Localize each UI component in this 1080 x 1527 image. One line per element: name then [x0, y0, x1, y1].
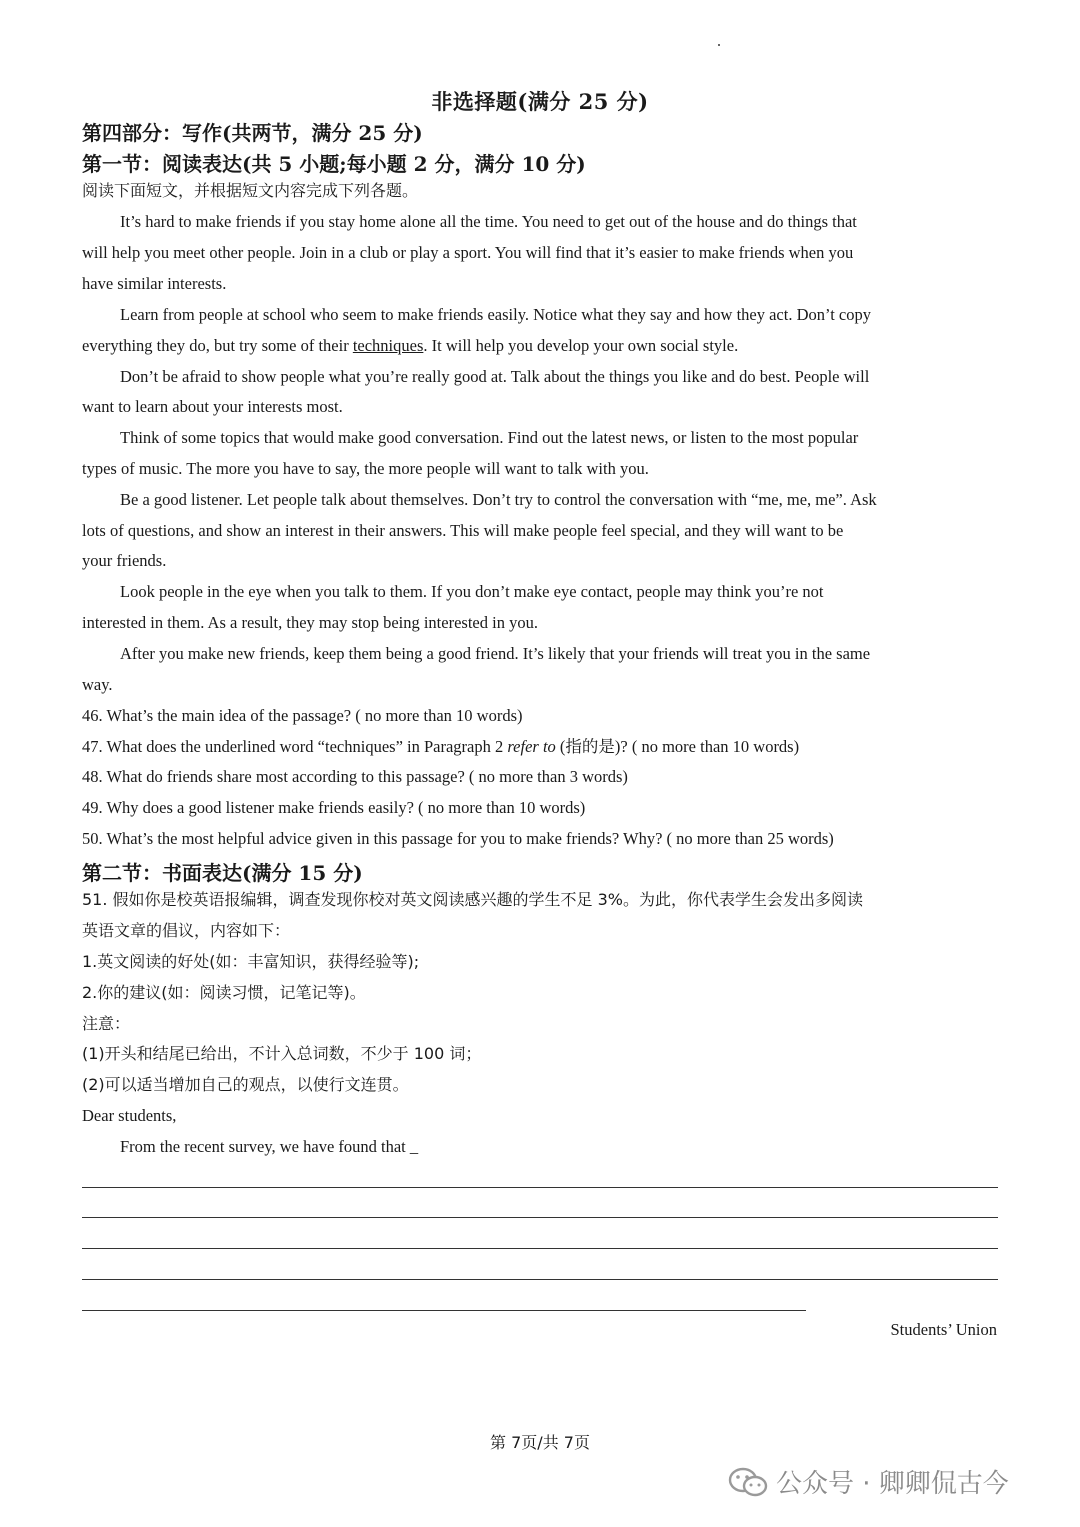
section-1-heading: 第一节：阅读表达(共 5 小题;每小题 2 分，满分 10 分) [82, 152, 586, 176]
section-2-heading: 第二节：书面表达(满分 15 分) [82, 861, 363, 885]
letter-signature: Students’ Union [890, 1320, 997, 1339]
writing-prompt-line: 注意： [82, 1014, 131, 1033]
writing-prompt-line: 1.英文阅读的好处(如：丰富知识，获得经验等); [82, 952, 420, 971]
passage-line: Be a good listener. Let people talk about themselves. Don’t try to control the conversation with “me, me, me”. Ask [120, 490, 877, 509]
passage-text: everything they do, but try some of their [82, 336, 353, 355]
scan-speck [718, 44, 720, 46]
passage-line: will help you meet other people. Join in a club or play a sport. You will find that it’s easier to make friends when you [82, 243, 854, 262]
passage-line: Think of some topics that would make good conversation. Find out the latest news, or listen to the most popular [120, 428, 859, 447]
passage-line: interested in them. As a result, they may stop being interested in you. [82, 613, 538, 632]
answer-line[interactable] [82, 1310, 806, 1311]
passage-line: It’s hard to make friends if you stay home alone all the time. You need to get out of the house and do things that [120, 212, 857, 231]
writing-prompt-line: 2.你的建议(如：阅读习惯，记笔记等)。 [82, 983, 366, 1002]
answer-line[interactable] [82, 1187, 998, 1188]
answer-line[interactable] [82, 1217, 998, 1218]
writing-prompt-line: 英语文章的倡议，内容如下： [82, 921, 291, 940]
passage-line: After you make new friends, keep them being a good friend. It’s likely that your friends will treat you in the same [120, 644, 871, 663]
passage-line: want to learn about your interests most. [82, 397, 343, 416]
passage-line: way. [82, 675, 113, 694]
passage-line: have similar interests. [82, 274, 227, 293]
part-heading: 第四部分：写作(共两节，满分 25 分) [82, 121, 423, 145]
passage-line: your friends. [82, 551, 167, 570]
letter-greeting: Dear students, [82, 1106, 177, 1125]
underlined-word: techniques [352, 336, 424, 355]
question-text: (指的是)? ( no more than 10 words) [555, 737, 800, 756]
italic-phrase: refer to [507, 737, 556, 756]
question-48: 48. What do friends share most according to this passage? ( no more than 3 words) [82, 767, 628, 786]
passage-line [82, 335, 738, 357]
question-text: 47. What does the underlined word “techniques” in Paragraph 2 [82, 737, 508, 756]
section-title: 非选择题(满分 25 分) [431, 89, 649, 114]
question-49: 49. Why does a good listener make friends easily? ( no more than 10 words) [82, 798, 586, 817]
question-46: 46. What’s the main idea of the passage? ( no more than 10 words) [82, 706, 523, 725]
question-47 [82, 736, 799, 758]
page-number: 第 7页/共 7页 [490, 1433, 590, 1452]
answer-line[interactable] [82, 1279, 998, 1280]
watermark-text: 公众号 · 卿卿侃古今 [776, 1469, 1009, 1499]
question-50: 50. What’s the most helpful advice given in this passage for you to make friends? Why? ( no more than 25 words) [82, 829, 834, 848]
writing-prompt-line: (1)开头和结尾已给出，不计入总词数，不少于 100 词； [82, 1044, 482, 1063]
writing-prompt-line: 51. 假如你是校英语报编辑，调查发现你校对英文阅读感兴趣的学生不足 3%。为此，你代表学生会发出多阅读 [82, 890, 864, 909]
passage-line: lots of questions, and show an interest in their answers. This will make people feel special, and they will want to be [82, 521, 844, 540]
watermark [728, 1463, 1009, 1500]
passage-line: Look people in the eye when you talk to them. If you don’t make eye contact, people may think you’re not [120, 582, 824, 601]
writing-prompt-line: (2)可以适当增加自己的观点，以使行文连贯。 [82, 1075, 409, 1094]
wechat-icon [728, 1467, 768, 1497]
passage-line: types of music. The more you have to say, the more people will want to talk with you. [82, 459, 649, 478]
answer-line[interactable] [82, 1248, 998, 1249]
instruction: 阅读下面短文，并根据短文内容完成下列各题。 [82, 181, 419, 200]
passage-line: Learn from people at school who seem to make friends easily. Notice what they say and how they act. Don’t copy [120, 305, 871, 324]
passage-line: Don’t be afraid to show people what you’re really good at. Talk about the things you like and do best. People will [120, 367, 870, 386]
passage-text: . It will help you develop your own social style. [423, 336, 739, 355]
letter-opening: From the recent survey, we have found that _ [120, 1137, 419, 1156]
